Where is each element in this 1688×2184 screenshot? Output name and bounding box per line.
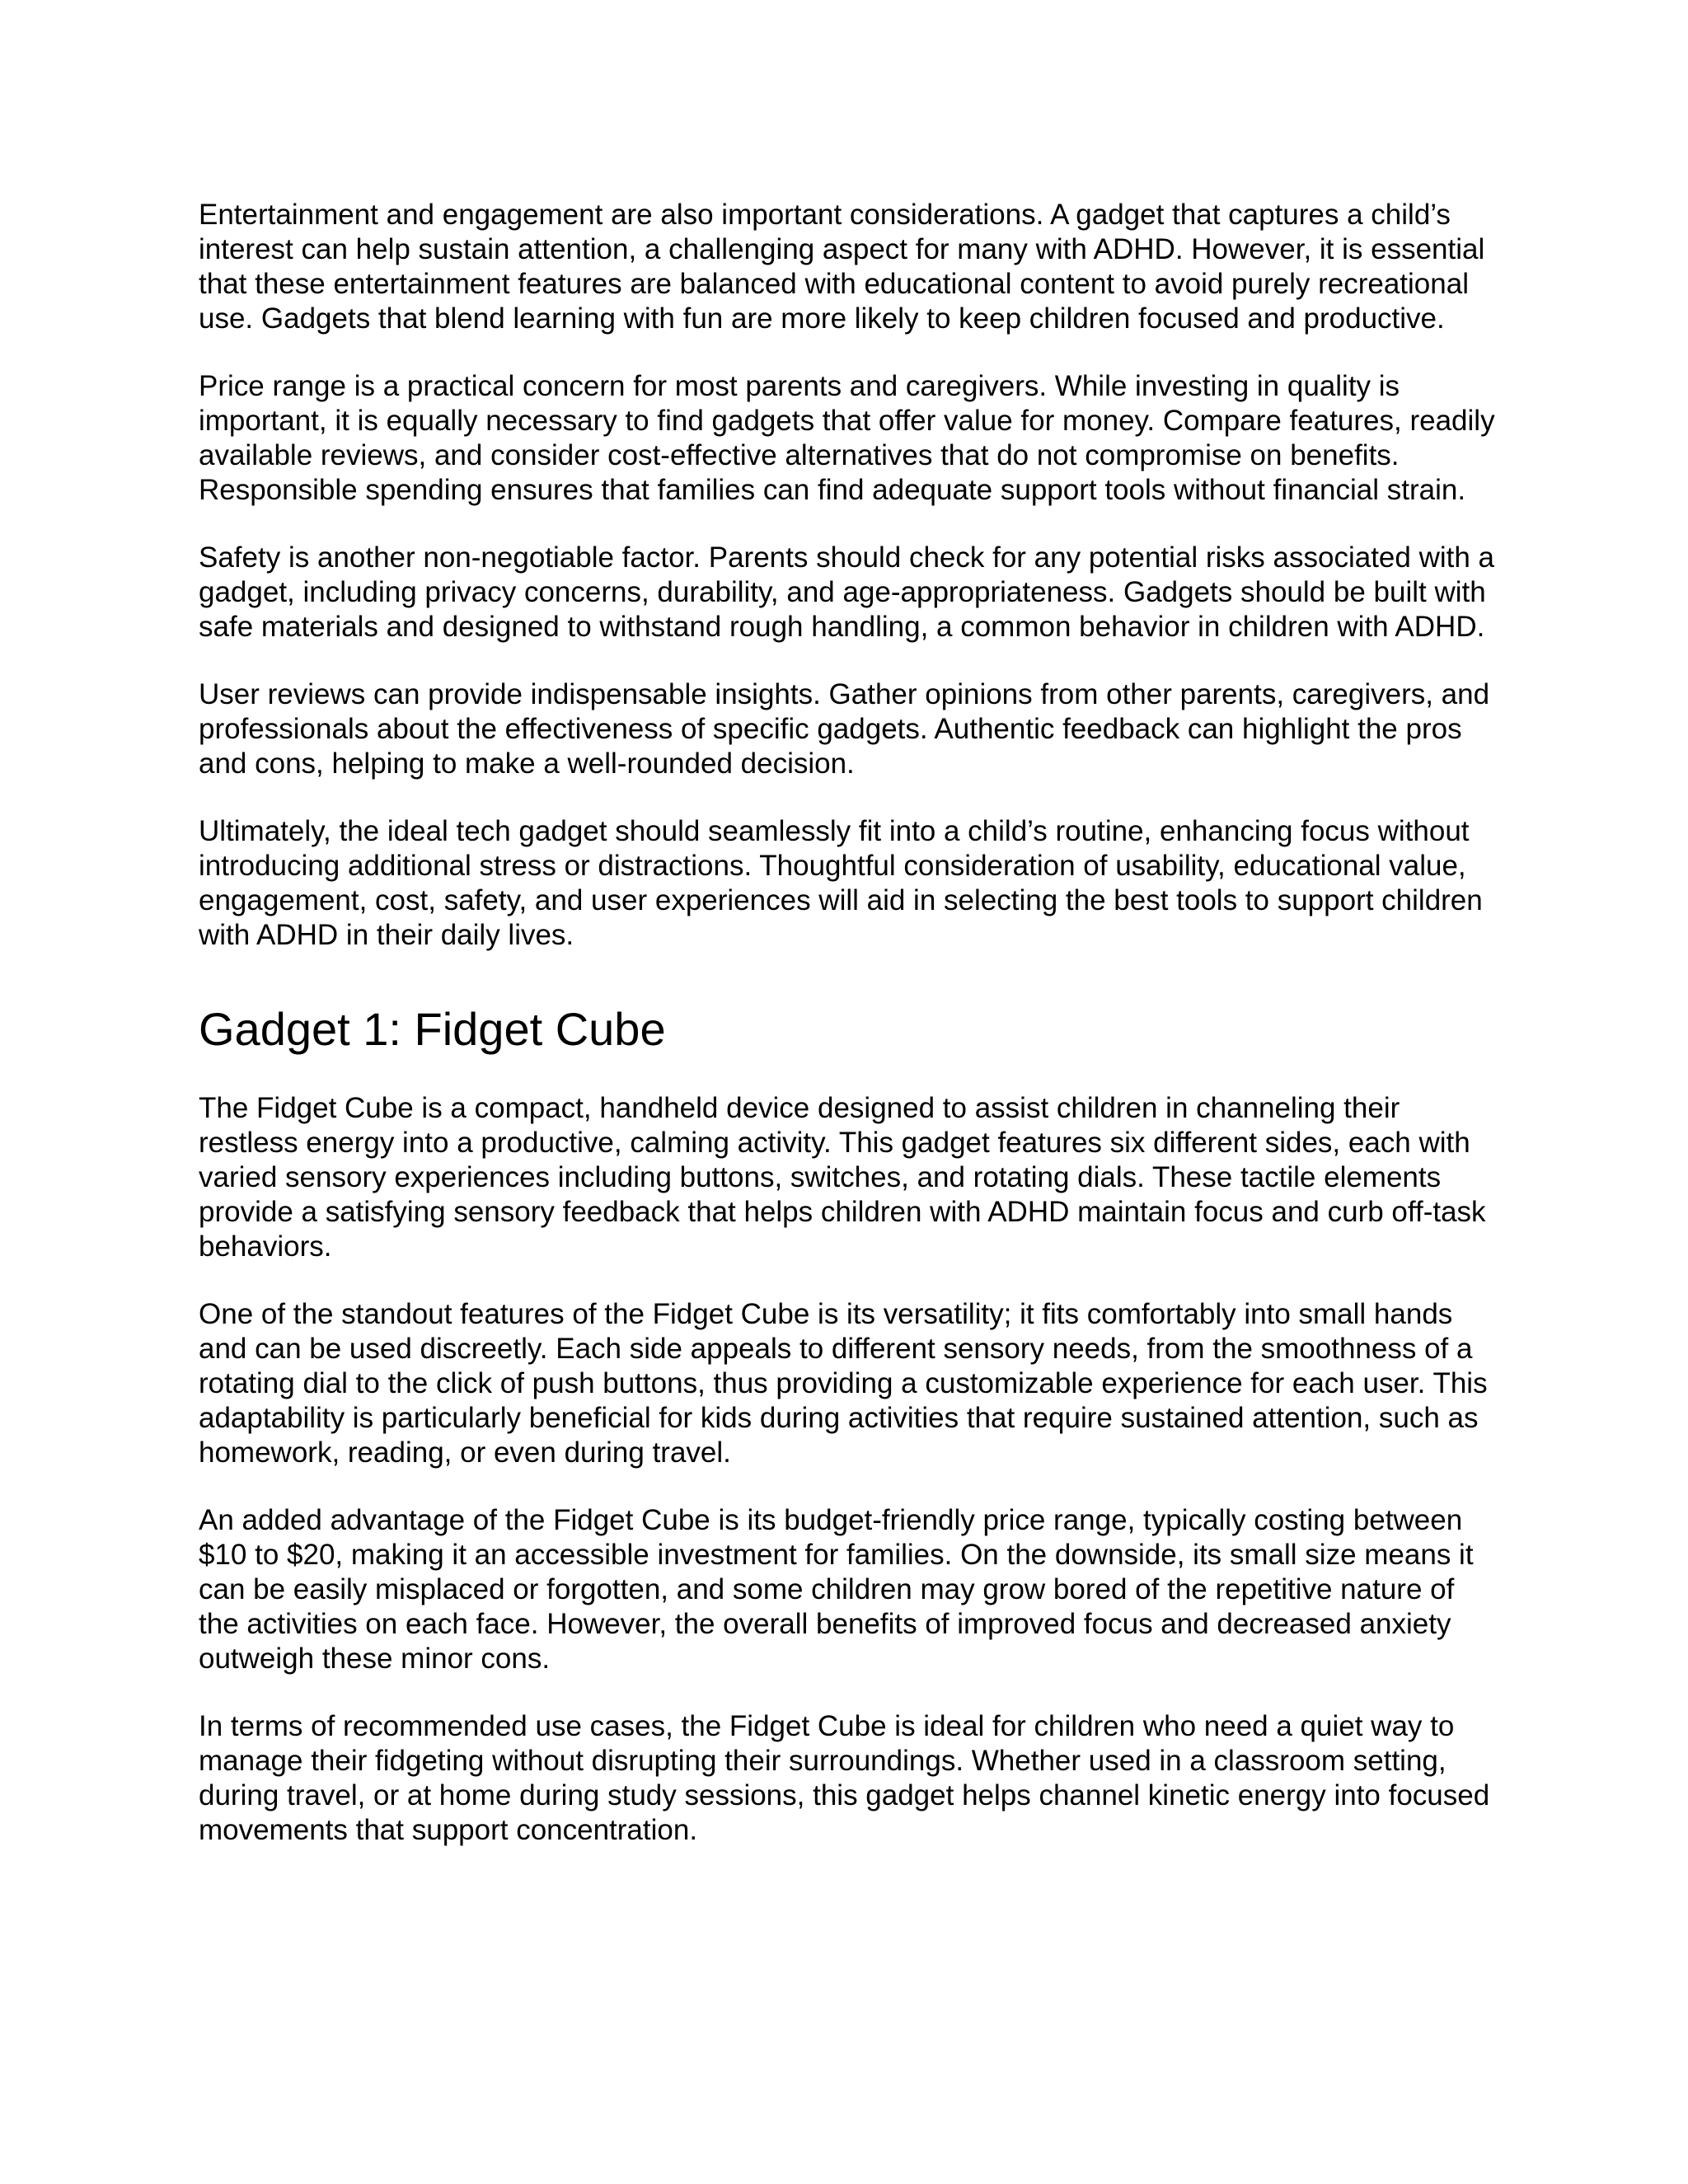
paragraph-fidget-intro: The Fidget Cube is a compact, handheld device designed to assist children in channeling their restless energy into a productive, calming activity. This gadget features six different sides, each with varied sensory experiences including buttons, switches, and rotating dials. These tactile elements provide a satisfying sensory feedback that helps children with ADHD maintain focus and curb off-task behaviors. [199,1092,1486,1263]
document-page [199,198,1501,1881]
paragraph-price-range: Price range is a practical concern for most parents and caregivers. While investing in quality is important, it is equally necessary to find gadgets that offer value for money. Compare features, readily available reviews, and consider cost-effective alternatives that do not compromise on benefits. Responsible spending ensures that families can find adequate support tools without financial strain. [199,370,1495,506]
section-heading: Gadget 1: Fidget Cube [199,1003,666,1055]
paragraph-ultimately: Ultimately, the ideal tech gadget should seamlessly fit into a child’s routine, enhancing focus without introducing additional stress or distractions. Thoughtful consideration of usability, educational value, engagement, cost, safety, and user experiences will aid in selecting the best tools to support children with ADHD in their daily lives. [199,815,1483,951]
paragraph-fidget-versatility: One of the standout features of the Fidget Cube is its versatility; it fits comfortably into small hands and can be used discreetly. Each side appeals to different sensory needs, from the smoothness of a rotating dial to the click of push buttons, thus providing a customizable experience for each user. This adaptability is particularly beneficial for kids during activities that require sustained attention, such as homework, reading, or even during travel. [199,1298,1488,1469]
paragraph-entertainment: Entertainment and engagement are also important considerations. A gadget that captures a child’s interest can help sustain attention, a challenging aspect for many with ADHD. However, it is essential that these entertainment features are balanced with educational content to avoid purely recreational use. Gadgets that blend learning with fun are more likely to keep children focused and productive. [199,199,1485,335]
paragraph-user-reviews: User reviews can provide indispensable insights. Gather opinions from other parents, caregivers, and professionals about the effectiveness of specific gadgets. Authentic feedback can highlight the pros and cons, helping to make a well-rounded decision. [199,678,1490,780]
paragraph-safety: Safety is another non-negotiable factor. Parents should check for any potential risks associated with a gadget, including privacy concerns, durability, and age-appropriateness. Gadgets should be built with safe materials and designed to withstand rough handling, a common behavior in children with ADHD. [199,541,1495,643]
paragraph-fidget-price: An added advantage of the Fidget Cube is its budget-friendly price range, typically costing between $10 to $20, making it an accessible investment for families. On the downside, its small size means it can be easily misplaced or forgotten, and some children may grow bored of the repetitive nature of the activities on each face. However, the overall benefits of improved focus and decreased anxiety outweigh these minor cons. [199,1504,1474,1675]
paragraph-fidget-use-cases: In terms of recommended use cases, the Fidget Cube is ideal for children who need a quiet way to manage their fidgeting without disrupting their surroundings. Whether used in a classroom setting, during travel, or at home during study sessions, this gadget helps channel kinetic energy into focused movements that support concentration. [199,1710,1490,1846]
